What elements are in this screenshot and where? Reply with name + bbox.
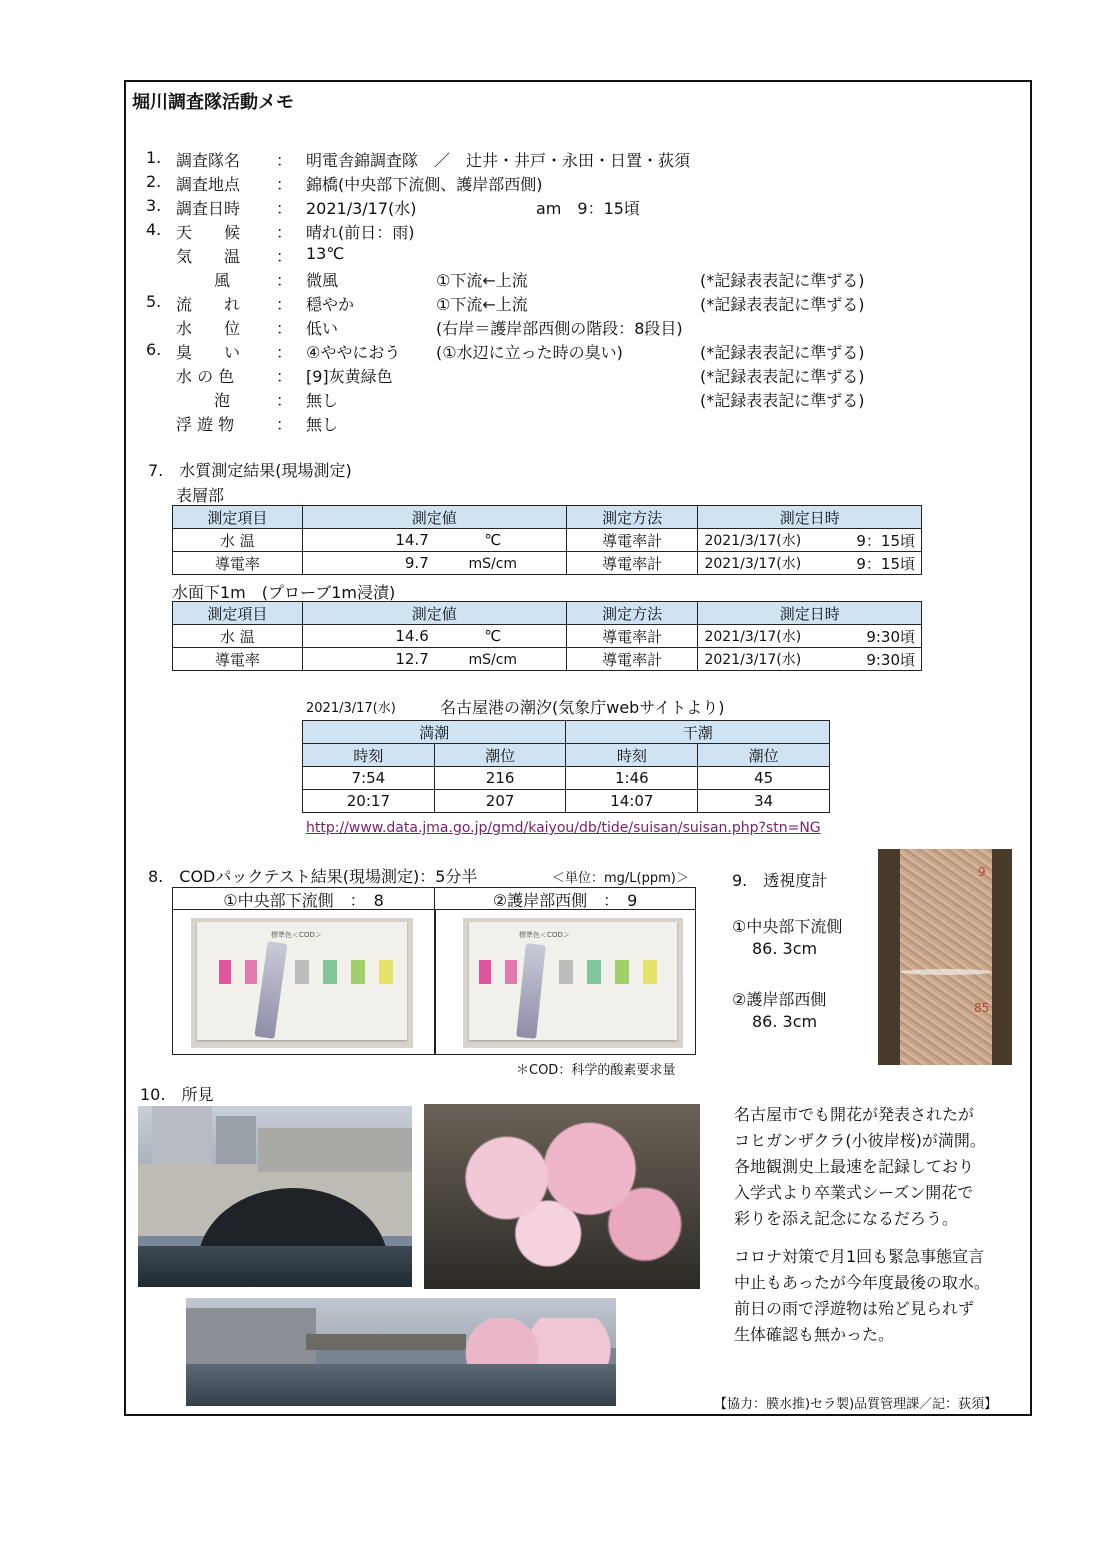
cod-footnote: ＊COD：科学的酸素要求量 <box>516 1063 676 1078</box>
item-value: 穏やか <box>306 295 355 314</box>
tide-date: 2021/3/17(水) <box>306 701 396 716</box>
card-title: 標準色＜COD＞ <box>271 931 322 939</box>
cod-box <box>172 887 696 1055</box>
cell: 216 <box>434 767 566 790</box>
transparency-p2-value: 86. 3cm <box>752 1012 818 1031</box>
swatch-2 <box>295 960 309 984</box>
cell-method: 導電率計 <box>566 625 698 648</box>
swatch-5 <box>643 960 657 984</box>
transparency-p1-label: ①中央部下流側 <box>732 917 843 936</box>
item-label: 調査隊名 <box>176 151 241 170</box>
cod-photo-1 <box>191 918 413 1048</box>
low-tide-header: 干潮 <box>566 721 830 744</box>
bridge-photo <box>138 1106 412 1287</box>
findings-paragraph-1 <box>734 1102 986 1232</box>
item-value: 錦橋(中央部下流側、護岸部西側) <box>306 175 543 194</box>
item-number: 5. <box>146 292 162 311</box>
item-label: 気 温 <box>176 247 241 266</box>
surface-label: 表層部 <box>176 486 225 505</box>
item-colon: ： <box>276 271 293 290</box>
item-note: (*記録表表記に準ずる) <box>700 391 865 410</box>
item-colon: ： <box>276 319 293 338</box>
tide-title: 名古屋港の潮汐(気象庁webサイトより) <box>440 698 725 717</box>
item-number: 3. <box>146 196 162 215</box>
swatch-1 <box>505 960 517 984</box>
header-item: 測定項目 <box>173 506 303 529</box>
item-colon: ： <box>276 415 293 434</box>
findings-line: 各地観測史上最速を記録しており <box>734 1157 975 1176</box>
river-photo <box>186 1298 616 1406</box>
item-colon: ： <box>276 175 293 194</box>
cell-datetime <box>698 552 922 575</box>
cell-value <box>302 625 566 648</box>
time: 9:30頃 <box>866 627 915 646</box>
header-time: 時刻 <box>303 744 435 767</box>
item-colon: ： <box>276 151 293 170</box>
item-colon: ： <box>276 247 293 266</box>
item-value: 無し <box>306 391 339 410</box>
scale-mark-top: 9 <box>978 865 986 879</box>
swatch-1 <box>245 960 257 984</box>
findings-line: 生体確認も無かった。 <box>734 1325 895 1344</box>
surface-table <box>172 505 922 575</box>
item-label: 臭 い <box>176 343 241 362</box>
unit: mS/cm <box>468 652 518 668</box>
transparency-p1-value: 86. 3cm <box>752 939 818 958</box>
item-colon: ： <box>276 199 293 218</box>
unit: ℃ <box>484 531 502 549</box>
swatch-3 <box>587 960 601 984</box>
color-card <box>197 922 407 1040</box>
date: 2021/3/17(水) <box>704 651 802 668</box>
cod-heading: 8. CODパックテスト結果(現場測定)：5分半 <box>148 867 478 886</box>
item-label: 天 候 <box>176 223 241 242</box>
item-value: 晴れ(前日：雨) <box>306 223 415 242</box>
item-number: 4. <box>146 220 162 239</box>
swatch-0 <box>479 960 491 984</box>
depth-label: 水面下1m (プローブ1m浸漬) <box>172 583 396 602</box>
item-label: 泡 <box>214 391 231 410</box>
header-method: 測定方法 <box>566 602 698 625</box>
header-value: 測定値 <box>302 602 566 625</box>
header-datetime: 測定日時 <box>698 506 922 529</box>
table-row <box>173 529 922 552</box>
item-colon: ： <box>276 223 293 242</box>
cell-item: 水 温 <box>173 625 303 648</box>
header-datetime: 測定日時 <box>698 602 922 625</box>
cell-item: 導電率 <box>173 648 303 671</box>
item-value: ④ややにおう <box>306 343 401 362</box>
item-value: 微風 <box>306 271 339 290</box>
cell-datetime <box>698 625 922 648</box>
findings-line: 前日の雨で浮遊物は殆ど見られず <box>734 1299 975 1318</box>
header-time: 時刻 <box>566 744 698 767</box>
river-water <box>138 1246 412 1287</box>
findings-heading: 10. 所見 <box>140 1085 214 1104</box>
findings-line: 彩りを添え記念になるだろう。 <box>734 1209 959 1228</box>
findings-line: 名古屋市でも開花が発表されたが <box>734 1105 975 1124</box>
item-label: 調査日時 <box>176 199 241 218</box>
cod-divider <box>434 910 436 1054</box>
cell: 14:07 <box>566 790 698 813</box>
item-value: 低い <box>306 319 339 338</box>
cell-item: 導電率 <box>173 552 303 575</box>
cell-value <box>302 648 566 671</box>
tide-source-link[interactable]: http://www.data.jma.go.jp/gmd/kaiyou/db/tide/suisan/suisan.php?stn=NG <box>306 820 821 836</box>
card-title: 標準色＜COD＞ <box>519 931 570 939</box>
time: 9：15頃 <box>856 554 915 573</box>
header-method: 測定方法 <box>566 506 698 529</box>
buildings-left <box>186 1308 316 1368</box>
item-value: 2021/3/17(水) <box>306 199 417 218</box>
cell-datetime <box>698 648 922 671</box>
item-note: (*記録表表記に準ずる) <box>700 271 865 290</box>
header-item: 測定項目 <box>173 602 303 625</box>
page-title: 堀川調査隊活動メモ <box>132 92 294 113</box>
date: 2021/3/17(水) <box>704 532 802 549</box>
findings-line: コヒガンザクラ(小彼岸桜)が満開。 <box>734 1131 986 1150</box>
findings-paragraph-2 <box>734 1244 990 1348</box>
cell: 34 <box>698 790 830 813</box>
depth-table-header <box>173 602 922 625</box>
cherry-blossom-photo <box>424 1104 700 1289</box>
time: 9：15頃 <box>856 531 915 550</box>
date: 2021/3/17(水) <box>704 628 802 645</box>
cell: 45 <box>698 767 830 790</box>
swatch-4 <box>615 960 629 984</box>
header-level: 潮位 <box>698 744 830 767</box>
transparency-heading: 9. 透視度計 <box>732 871 828 890</box>
findings-line: 入学式より卒業式シーズン開花で <box>734 1183 974 1202</box>
cell-method: 導電率計 <box>566 648 698 671</box>
cell: 20:17 <box>303 790 435 813</box>
item-extra: ①下流←上流 <box>436 295 528 314</box>
test-tube <box>254 941 287 1039</box>
findings-line: コロナ対策で月1回も緊急事態宣言 <box>734 1247 985 1266</box>
test-tube <box>516 943 546 1039</box>
findings-line: 中止もあったが今年度最後の取水。 <box>734 1273 990 1292</box>
header-value: 測定値 <box>302 506 566 529</box>
blossoms <box>424 1104 700 1289</box>
tide-sub-header <box>303 744 830 767</box>
swatch-3 <box>323 960 337 984</box>
cell-item: 水 温 <box>173 529 303 552</box>
tide-table <box>302 720 830 813</box>
swatch-0 <box>219 960 231 984</box>
table-row <box>173 625 922 648</box>
item-colon: ： <box>276 343 293 362</box>
cell: 207 <box>434 790 566 813</box>
item-number: 1. <box>146 148 162 167</box>
item-label: 風 <box>214 271 231 290</box>
item-note: (*記録表表記に準ずる) <box>700 343 865 362</box>
scale-mark-bottom: 85 <box>974 1001 990 1015</box>
swatch-2 <box>559 960 573 984</box>
unit: ℃ <box>484 627 502 645</box>
item-colon: ： <box>276 295 293 314</box>
item-extra: am 9：15頃 <box>536 199 640 218</box>
item-label: 浮 遊 物 <box>176 415 235 434</box>
item-value: 無し <box>306 415 339 434</box>
value: 12.7 <box>395 650 429 668</box>
swatch-4 <box>351 960 365 984</box>
table-row <box>173 552 922 575</box>
table-row <box>303 767 830 790</box>
item-colon: ： <box>276 367 293 386</box>
unit: mS/cm <box>468 556 518 572</box>
item-label: 流 れ <box>176 295 241 314</box>
item-value: 13℃ <box>306 244 345 263</box>
table-row <box>303 790 830 813</box>
surface-table-header <box>173 506 922 529</box>
transparency-p2-label: ②護岸部西側 <box>732 990 827 1009</box>
time: 9:30頃 <box>866 650 915 669</box>
item-extra: ①下流←上流 <box>436 271 528 290</box>
cell: 7:54 <box>303 767 435 790</box>
water-line <box>900 969 992 975</box>
building-center <box>216 1116 256 1166</box>
cell-method: 導電率計 <box>566 552 698 575</box>
date: 2021/3/17(水) <box>704 555 802 572</box>
item-number: 6. <box>146 340 162 359</box>
bridge-railing <box>258 1128 412 1172</box>
header-level: 潮位 <box>434 744 566 767</box>
river-water <box>186 1364 616 1406</box>
cod-col1-label: ①中央部下流側 ： 8 <box>173 888 435 910</box>
water-quality-heading: 7. 水質測定結果(現場測定) <box>148 461 352 480</box>
cell: 1:46 <box>566 767 698 790</box>
item-label: 水 の 色 <box>176 367 235 386</box>
table-row <box>173 648 922 671</box>
tube-body <box>900 849 992 1065</box>
high-tide-header: 満潮 <box>303 721 566 744</box>
item-number: 2. <box>146 172 162 191</box>
cell-method: 導電率計 <box>566 529 698 552</box>
tide-group-header <box>303 721 830 744</box>
credit-line: 【協力：膜水推)セラ製)品質管理課／記：荻須】 <box>714 1397 998 1412</box>
item-note: (*記録表表記に準ずる) <box>700 295 865 314</box>
item-label: 水 位 <box>176 319 241 338</box>
cell-datetime <box>698 529 922 552</box>
depth-table <box>172 601 922 671</box>
item-note: (*記録表表記に準ずる) <box>700 367 865 386</box>
transparency-tube-photo <box>878 849 1012 1065</box>
item-extra: (①水辺に立った時の臭い) <box>436 343 623 362</box>
value: 14.7 <box>395 531 429 549</box>
value: 14.6 <box>395 627 429 645</box>
item-value: [9]灰黄緑色 <box>306 367 393 386</box>
cell-value <box>302 529 566 552</box>
value: 9.7 <box>404 554 429 572</box>
item-label: 調査地点 <box>176 175 241 194</box>
item-value: 明電舎錦調査隊 ／ 辻井・井戸・永田・日置・荻須 <box>306 151 691 170</box>
item-colon: ： <box>276 391 293 410</box>
cod-photo-2 <box>463 918 683 1048</box>
cod-col2-label: ②護岸部西側 ： 9 <box>435 888 695 910</box>
cod-unit: ＜単位：mg/L(ppm)＞ <box>552 871 689 886</box>
item-extra: (右岸＝護岸部西側の階段：8段目) <box>436 319 683 338</box>
swatch-5 <box>379 960 393 984</box>
color-card <box>469 922 677 1040</box>
cell-value <box>302 552 566 575</box>
building-left <box>152 1106 212 1166</box>
